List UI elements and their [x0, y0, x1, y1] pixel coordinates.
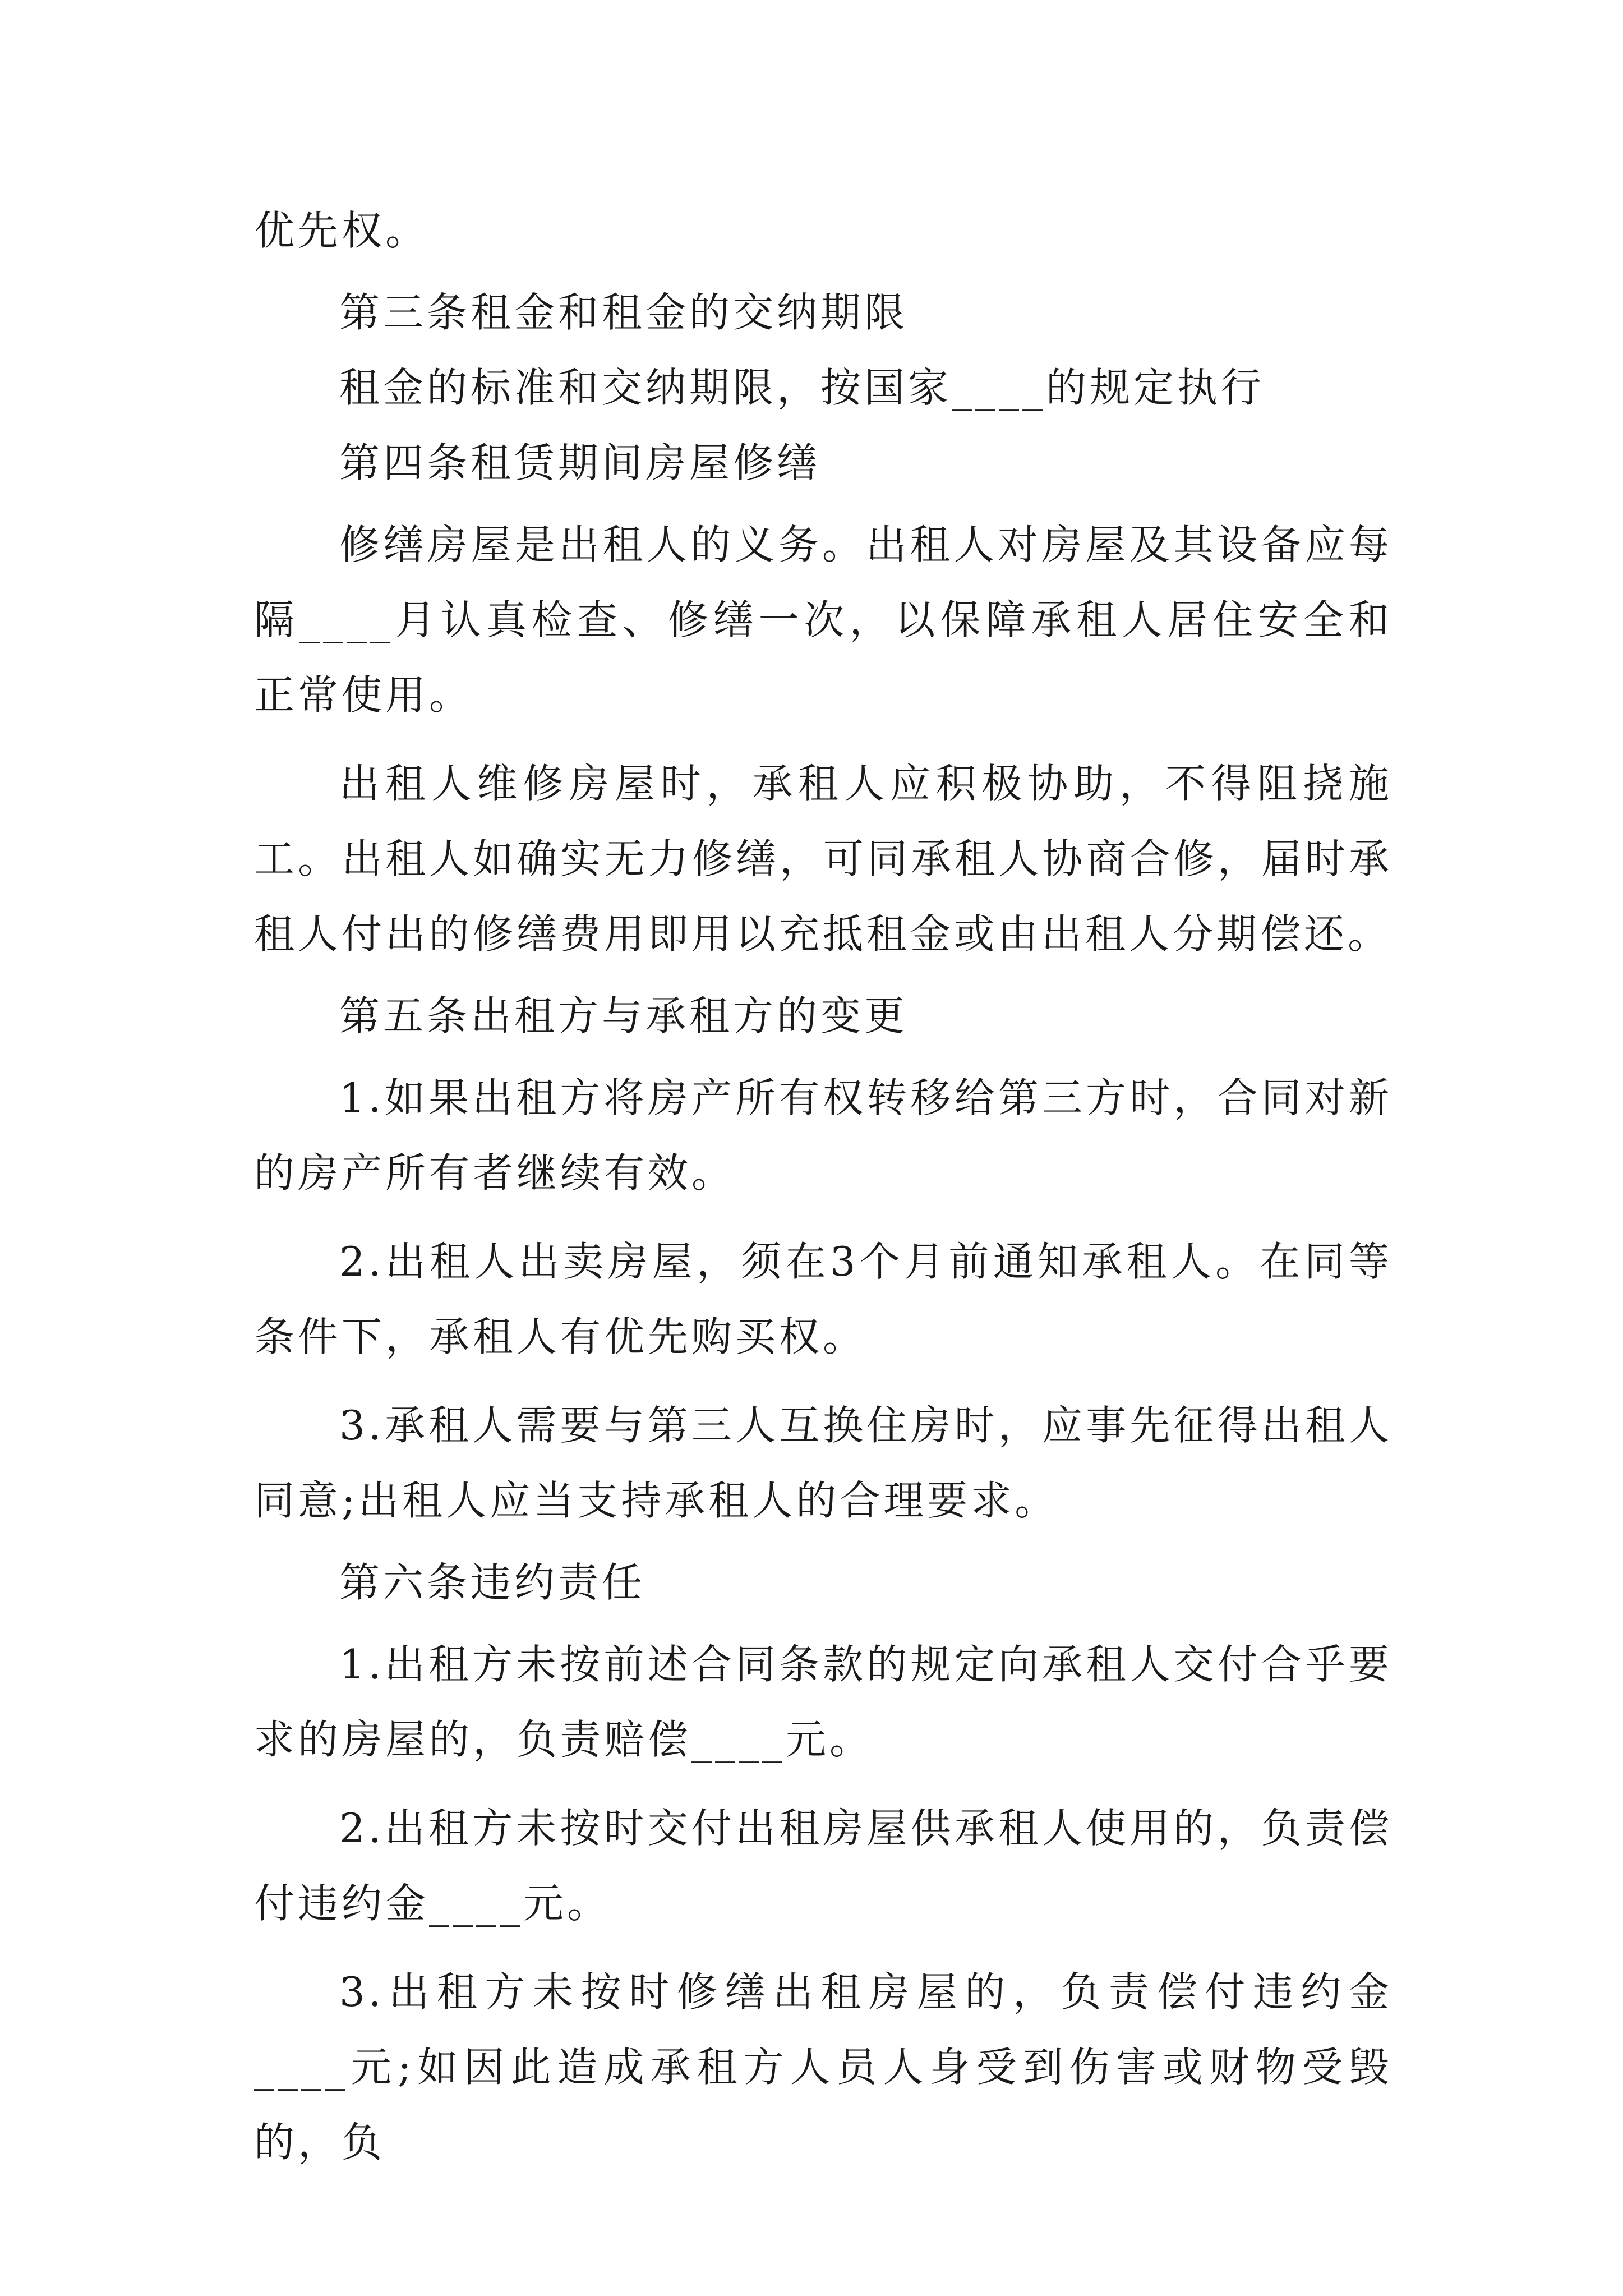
article-4-heading: 第四条租赁期间房屋修缮	[339, 439, 821, 486]
article-4-paragraph-2: 出租人维修房屋时，承租人应积极协助，不得阻挠施工。出租人如确实无力修缮，可同承租人协商合修，届时承租人付出的修缮费用即用以充抵租金或由出租人分期偿还。	[254, 760, 1393, 958]
article-5-clause-1: 1.如果出租方将房产所有权转移给第三方时，合同对新的房产所有者继续有效。	[254, 1074, 1393, 1197]
article-5-clause-3: 3.承租人需要与第三人互换住房时，应事先征得出租人同意;出租人应当支持承租人的合理要求。	[254, 1402, 1393, 1524]
document-body	[254, 193, 1393, 2180]
article-6-clause-3: 3.出租方未按时修缮出租房屋的，负责偿付违约金____元;如因此造成承租方人员人身受到伤害或财物受毁的，负	[254, 1968, 1393, 2166]
article-5-heading: 第五条出租方与承租方的变更	[339, 992, 909, 1039]
article-5-clause-2: 2.出租人出卖房屋，须在3个月前通知承租人。在同等条件下，承租人有优先购买权。	[254, 1238, 1393, 1360]
article-3-heading: 第三条租金和租金的交纳期限	[339, 289, 909, 336]
article-3-text: 租金的标准和交纳期限，按国家____的规定执行	[339, 364, 1265, 411]
article-6-clause-1: 1.出租方未按前述合同条款的规定向承租人交付合乎要求的房屋的，负责赔偿____元。	[254, 1641, 1393, 1763]
article-6-clause-2: 2.出租方未按时交付出租房屋供承租人使用的，负责偿付违约金____元。	[254, 1805, 1393, 1927]
article-4-paragraph-1: 修缮房屋是出租人的义务。出租人对房屋及其设备应每隔____月认真检查、修缮一次，以保障承租人居住安全和正常使用。	[254, 521, 1393, 719]
paragraph-continuation: 优先权。	[254, 207, 430, 254]
article-6-heading: 第六条违约责任	[339, 1559, 646, 1606]
